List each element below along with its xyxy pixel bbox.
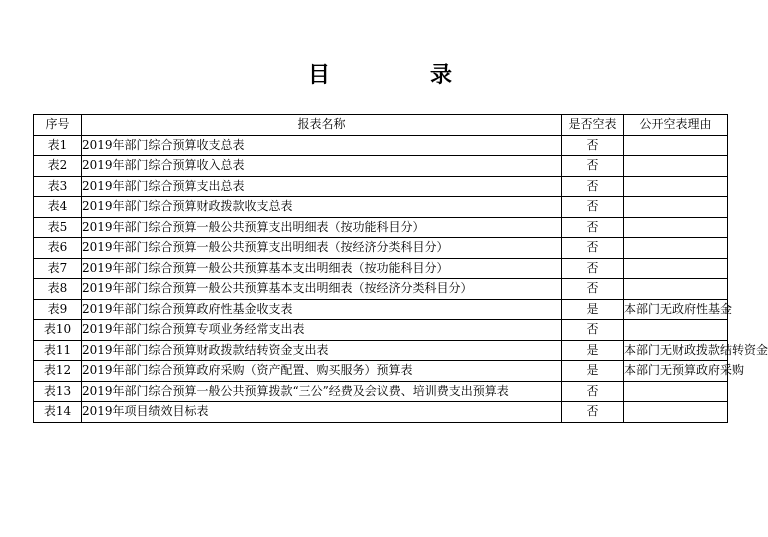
row-is-empty: 否 (562, 176, 624, 197)
page-title-part2: 录 (430, 63, 453, 88)
row-index: 表9 (34, 299, 82, 320)
row-report-name: 2019年部门综合预算专项业务经常支出表 (82, 320, 562, 341)
row-is-empty: 是 (562, 299, 624, 320)
table-row (34, 135, 728, 156)
row-index: 表5 (34, 217, 82, 238)
row-report-name: 2019年部门综合预算一般公共预算基本支出明细表（按功能科目分） (82, 258, 562, 279)
row-empty-reason: 本部门无财政拨款结转资金 (624, 340, 728, 361)
row-report-name: 2019年项目绩效目标表 (82, 402, 562, 423)
page-title-part1: 目 (307, 63, 330, 88)
row-empty-reason (624, 381, 728, 402)
table-row (34, 197, 728, 218)
row-is-empty: 否 (562, 217, 624, 238)
row-empty-reason (624, 176, 728, 197)
row-index: 表6 (34, 238, 82, 259)
table-row (34, 217, 728, 238)
header-is-empty: 是否空表 (562, 115, 624, 136)
row-report-name: 2019年部门综合预算收支总表 (82, 135, 562, 156)
table-row (34, 320, 728, 341)
row-index: 表14 (34, 402, 82, 423)
row-empty-reason (624, 238, 728, 259)
row-empty-reason (624, 258, 728, 279)
page-title (0, 62, 760, 90)
row-is-empty: 否 (562, 156, 624, 177)
toc-table (33, 114, 768, 423)
row-report-name: 2019年部门综合预算财政拨款结转资金支出表 (82, 340, 562, 361)
row-index: 表13 (34, 381, 82, 402)
row-index: 表11 (34, 340, 82, 361)
header-index: 序号 (34, 115, 82, 136)
row-index: 表10 (34, 320, 82, 341)
table-row (34, 299, 728, 320)
row-is-empty: 否 (562, 402, 624, 423)
row-report-name: 2019年部门综合预算一般公共预算支出明细表（按经济分类科目分） (82, 238, 562, 259)
row-empty-reason (624, 217, 728, 238)
table-body (34, 135, 768, 422)
table-row (34, 402, 728, 423)
row-empty-reason (624, 197, 728, 218)
table-row (34, 340, 728, 361)
row-report-name: 2019年部门综合预算政府采购（资产配置、购买服务）预算表 (82, 361, 562, 382)
table-row (34, 156, 728, 177)
row-report-name: 2019年部门综合预算财政拨款收支总表 (82, 197, 562, 218)
row-empty-reason (624, 402, 728, 423)
row-is-empty: 否 (562, 135, 624, 156)
row-empty-reason (624, 279, 728, 300)
row-index: 表3 (34, 176, 82, 197)
table-row (34, 238, 728, 259)
row-index: 表1 (34, 135, 82, 156)
row-index: 表4 (34, 197, 82, 218)
row-index: 表8 (34, 279, 82, 300)
row-empty-reason (624, 156, 728, 177)
row-report-name: 2019年部门综合预算一般公共预算基本支出明细表（按经济分类科目分） (82, 279, 562, 300)
header-report-name: 报表名称 (82, 115, 562, 136)
row-empty-reason: 本部门无预算政府采购 (624, 361, 728, 382)
header-empty-reason: 公开空表理由 (624, 115, 728, 136)
table-row (34, 279, 728, 300)
row-report-name: 2019年部门综合预算一般公共预算拨款“三公”经费及会议费、培训费支出预算表 (82, 381, 562, 402)
row-report-name: 2019年部门综合预算一般公共预算支出明细表（按功能科目分） (82, 217, 562, 238)
row-is-empty: 否 (562, 320, 624, 341)
row-is-empty: 否 (562, 381, 624, 402)
row-is-empty: 否 (562, 258, 624, 279)
row-report-name: 2019年部门综合预算收入总表 (82, 156, 562, 177)
row-report-name: 2019年部门综合预算政府性基金收支表 (82, 299, 562, 320)
row-index: 表2 (34, 156, 82, 177)
row-is-empty: 否 (562, 197, 624, 218)
table-row (34, 381, 728, 402)
row-index: 表7 (34, 258, 82, 279)
row-is-empty: 否 (562, 279, 624, 300)
table-row (34, 361, 728, 382)
row-index: 表12 (34, 361, 82, 382)
table-row (34, 176, 728, 197)
row-is-empty: 是 (562, 361, 624, 382)
row-empty-reason (624, 135, 728, 156)
row-report-name: 2019年部门综合预算支出总表 (82, 176, 562, 197)
table-row (34, 258, 728, 279)
table-header-row (34, 115, 728, 136)
row-empty-reason: 本部门无政府性基金 (624, 299, 728, 320)
row-empty-reason (624, 320, 728, 341)
row-is-empty: 是 (562, 340, 624, 361)
row-is-empty: 否 (562, 238, 624, 259)
